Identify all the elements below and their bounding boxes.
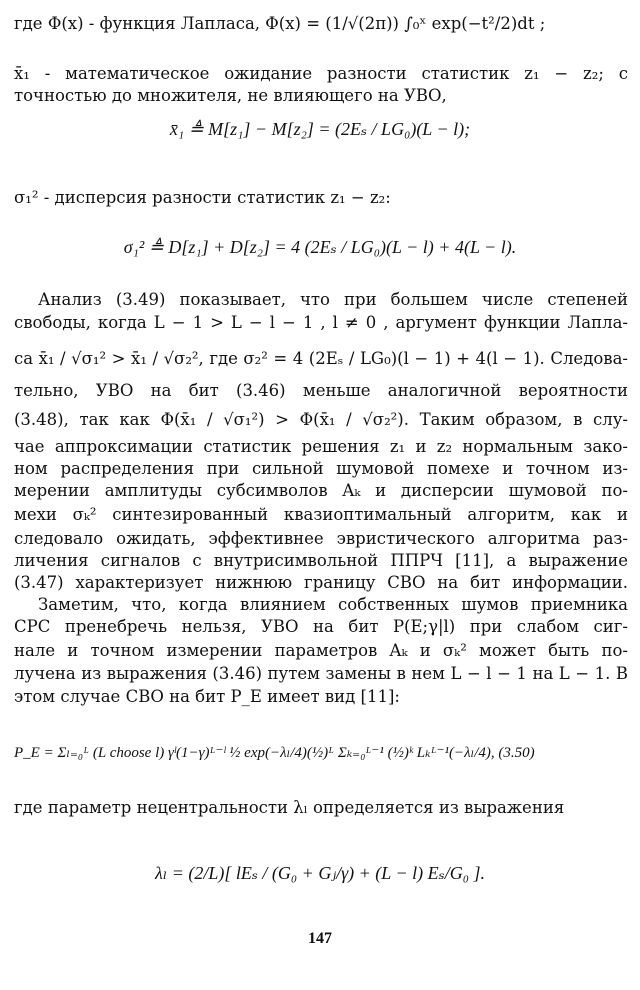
text-line-22: где параметр нецентральности λₗ определяется из выражения [14, 798, 565, 817]
equation-mean: x̄₁ ≜ M[z₁] − M[z₂] = (2Eₛ / LG₀)(L − l); [169, 119, 471, 139]
text-line-7: са x̄₁ / √σ₁² > x̄₁ / √σ₂², где σ₂² = 4 (2Eₛ / LG₀)(l − 1) + 4(l − 1). Следова- [14, 349, 628, 368]
text-line-3: точностью до множителя, не влияющего на УВО, [14, 86, 447, 105]
text-line-13: мехи σₖ² синтезированный квазиоптимальный алгоритм, как и [14, 505, 628, 524]
text-line-2: x̄₁ - математическое ожидание разности статистик z₁ − z₂; с [14, 64, 628, 83]
text-line-11: ном распределения при сильной шумовой помехе и точном из- [14, 459, 628, 478]
text-line-20: лучена из выражения (3.46) путем замены в нем L − l − 1 на L − 1. В [14, 664, 628, 683]
text-line-9: (3.48), так как Φ(x̄₁ / √σ₁²) > Φ(x̄₁ / √σ₂²). Таким образом, в слу- [14, 410, 628, 429]
text-line-19: нале и точном измерении параметров Aₖ и σₖ² может быть по- [14, 641, 628, 660]
text-line-15: личения сигналов с внутрисимвольной ППРЧ [11], а выражение [14, 551, 628, 570]
page-number: 147 [308, 930, 332, 947]
text-line-12: мерении амплитуды субсимволов Aₖ и дисперсии шумовой по- [14, 481, 628, 500]
text-line-18: СРС пренебречь нельзя, УВО на бит P(E;γ|l) при слабом сиг- [14, 617, 628, 636]
text-line-6: свободы, когда L − 1 > L − l − 1 , l ≠ 0 , аргумент функции Лапла- [14, 313, 628, 332]
equation-pe: P_E = Σₗ₌₀ᴸ (L choose l) γˡ(1−γ)ᴸ⁻ˡ ½ exp(−λₗ/4)(½)ᴸ Σₖ₌₀ᴸ⁻¹ (½)ᵏ Lₖᴸ⁻¹(−λₗ/4), (3.50) [14, 745, 535, 761]
text-line-4: σ₁² - дисперсия разности статистик z₁ − z₂: [14, 188, 391, 207]
text-line-21: этом случае СВО на бит P_E имеет вид [11]: [14, 687, 400, 706]
text-line-10: чае аппроксимации статистик решения z₁ и z₂ нормальным зако- [14, 437, 628, 456]
equation-variance: σ₁² ≜ D[z₁] + D[z₂] = 4 (2Eₛ / LG₀)(L − l) + 4(L − l). [123, 237, 517, 257]
text-line-5: Анализ (3.49) показывает, что при большем числе степеней [38, 290, 628, 309]
text-line-8: тельно, УВО на бит (3.46) меньше аналогичной вероятности [14, 381, 628, 400]
text-line-17: Заметим, что, когда влиянием собственных шумов приемника [38, 595, 628, 614]
text-line-1: где Φ(x) - функция Лапласа, Φ(x) = (1/√(2π)) ∫₀ˣ exp(−t²/2)dt ; [14, 14, 546, 33]
text-line-16: (3.47) характеризует нижнюю границу СВО на бит информации. [14, 573, 628, 592]
equation-lambda: λₗ = (2/L)[ lEₛ / (G₀ + Gⱼ/γ) + (L − l) Eₛ/G₀ ]. [155, 863, 485, 883]
text-line-14: следовало ожидать, эффективнее эвристического алгоритма раз- [14, 529, 628, 548]
